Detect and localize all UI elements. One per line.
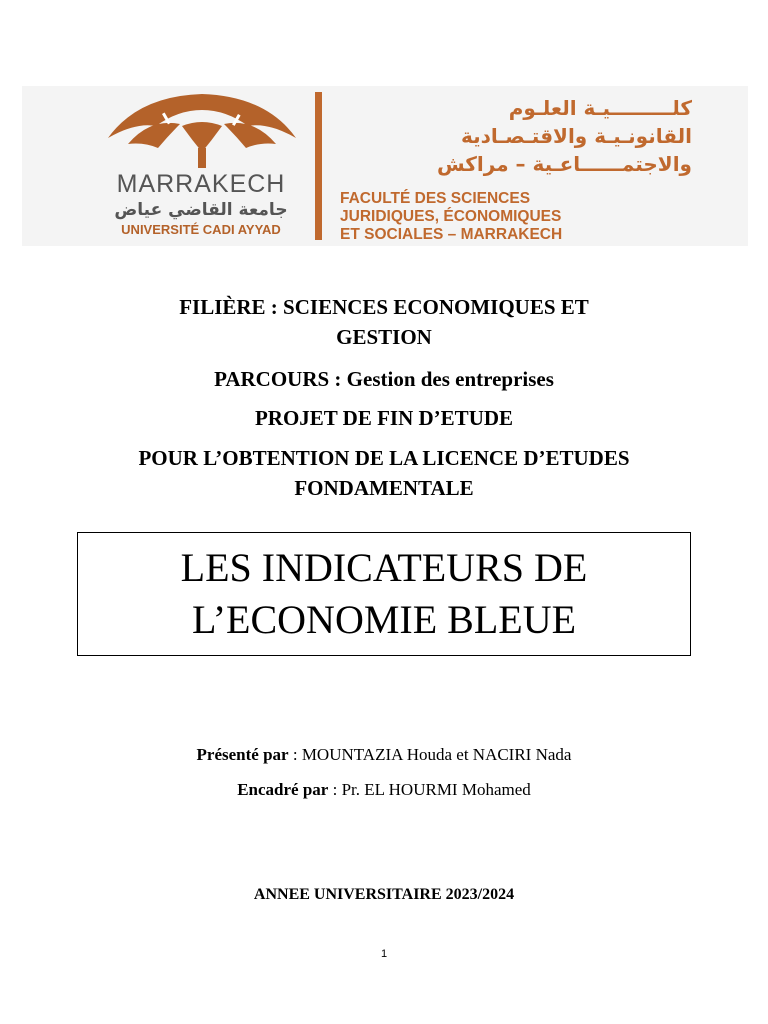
thesis-title-box xyxy=(77,532,691,656)
filiere-line: FILIÈRE : SCIENCES ECONOMIQUES ET xyxy=(179,295,589,319)
obtention-heading xyxy=(40,443,728,503)
logo-university-arabic: جامعة القاضي عياض xyxy=(114,200,288,220)
presented-by-label: Présenté par xyxy=(196,745,289,764)
academic-year: ANNEE UNIVERSITAIRE 2023/2024 xyxy=(253,886,515,903)
page-number: 1 xyxy=(380,948,388,960)
obtention-line: FONDAMENTALE xyxy=(294,476,474,500)
faculty-arabic-line: القانونـيـة والاقتـصـادية xyxy=(461,124,692,148)
parcours-heading: PARCOURS : Gestion des entreprises xyxy=(214,367,554,391)
logo-divider xyxy=(315,92,322,240)
thesis-title-line: LES INDICATEURS DE xyxy=(180,545,588,590)
obtention-line: POUR L’OBTENTION DE LA LICENCE D’ETUDES xyxy=(138,446,630,470)
faculty-french-line: JURIDIQUES, ÉCONOMIQUES xyxy=(340,208,562,225)
supervised-by-value: : Pr. EL HOURMI Mohamed xyxy=(328,780,531,799)
palm-emblem-icon xyxy=(98,92,306,172)
faculty-french-line: ET SOCIALES – MARRAKECH xyxy=(340,226,563,243)
projet-heading: PROJET DE FIN D’ETUDE xyxy=(254,406,514,430)
presented-by-value: : MOUNTAZIA Houda et NACIRI Nada xyxy=(288,745,572,764)
filiere-heading xyxy=(40,292,728,352)
faculty-name-french xyxy=(340,190,700,244)
supervised-by-label: Encadré par xyxy=(237,780,329,799)
presented-by xyxy=(40,744,728,766)
supervised-by xyxy=(40,779,728,801)
faculty-arabic-line: كلـــــــــيـة العلـوم xyxy=(508,96,692,120)
logo-city-name: MARRAKECH xyxy=(116,170,286,198)
logo-university-name: UNIVERSITÉ CADI AYYAD xyxy=(121,222,281,237)
university-logo xyxy=(98,92,306,242)
filiere-line: GESTION xyxy=(336,325,432,349)
thesis-title-line: L’ECONOMIE BLEUE xyxy=(191,597,577,642)
faculty-arabic-line: والاجتمــــــاعـية – مراكش xyxy=(437,152,692,176)
faculty-name-arabic xyxy=(332,94,692,178)
faculty-french-line: FACULTÉ DES SCIENCES xyxy=(340,190,531,207)
